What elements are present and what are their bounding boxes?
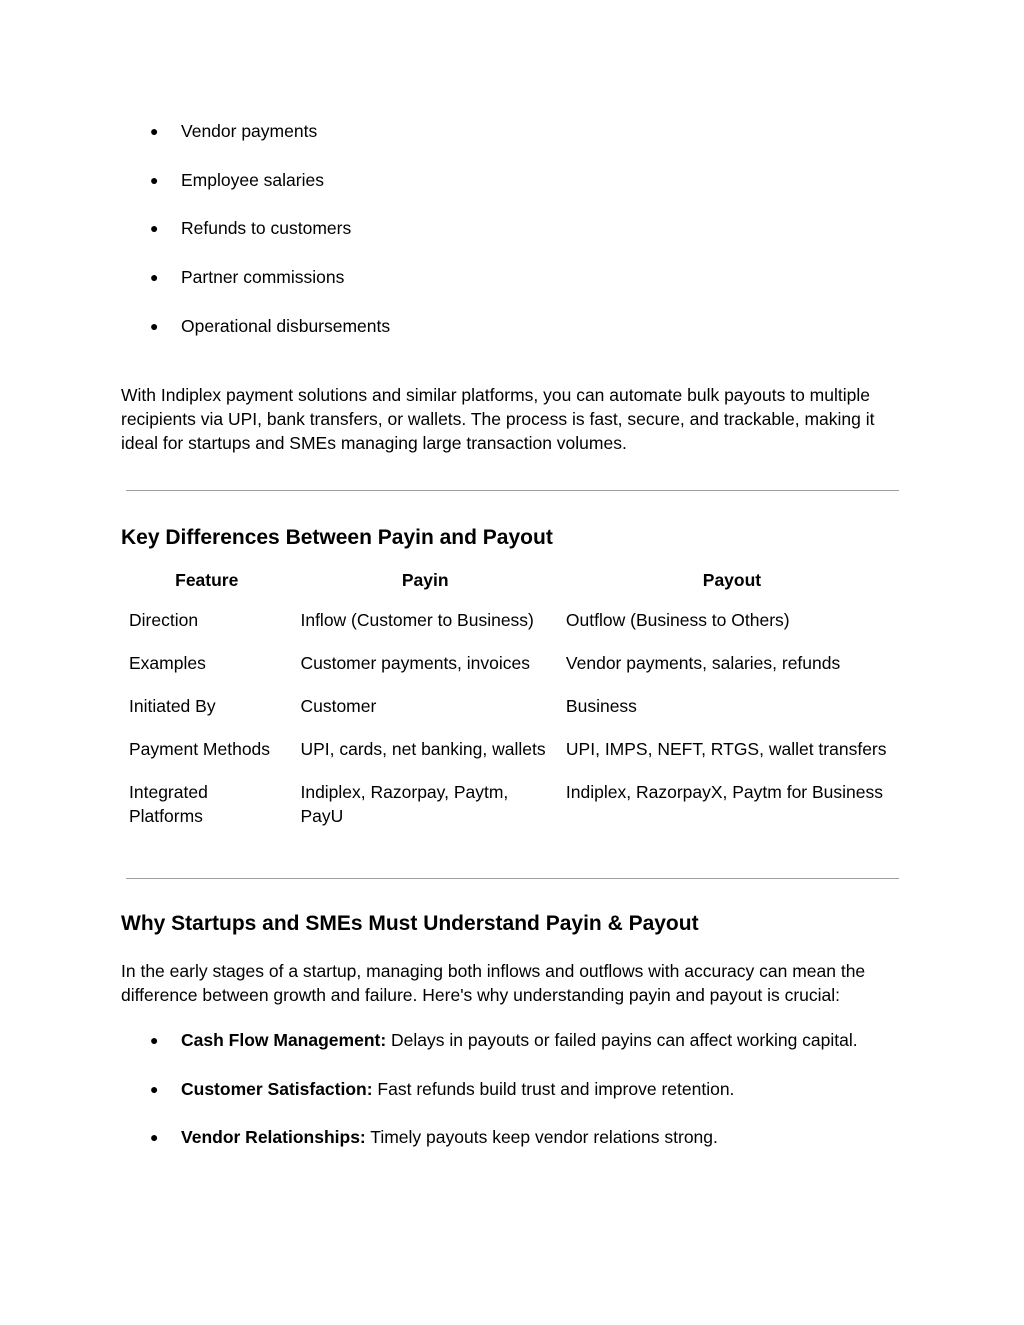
bullet-icon: ● — [150, 220, 159, 237]
intro-paragraph: With Indiplex payment solutions and similar platforms, you can automate bulk payouts to multiple recipients via UPI, bank transfers, or wallets. The process is fast, secure, and trackable, making it ideal for startups and SMEs managing large transaction volumes. — [121, 385, 875, 453]
table-row — [121, 651, 906, 694]
table-cell: Payment Methods — [129, 739, 271, 759]
table-cell: Indiplex, RazorpayX, Paytm for Business — [565, 782, 884, 802]
table-row — [121, 737, 906, 780]
payout-uses-list — [121, 119, 390, 362]
table-header-row — [121, 567, 906, 608]
horizontal-divider — [126, 490, 899, 491]
list-item-text: Fast refunds build trust and improve retention. — [372, 1078, 735, 1099]
bullet-icon: ● — [150, 269, 159, 286]
bullet-icon: ● — [150, 1129, 159, 1146]
table-cell: Customer payments, invoices — [300, 653, 531, 673]
list-item: ● Refunds to customers — [150, 218, 352, 239]
table-cell: Vendor payments, salaries, refunds — [565, 653, 841, 673]
list-item — [121, 1077, 858, 1101]
bullet-icon: ● — [150, 1080, 159, 1097]
list-item: ● Vendor payments — [150, 121, 318, 141]
list-item-text: Timely payouts keep vendor relations strong. — [365, 1127, 718, 1148]
table-cell: Outflow (Business to Others) — [565, 610, 790, 630]
table-cell: Examples — [129, 653, 206, 673]
table-cell: Initiated By — [129, 696, 216, 716]
column-header-payin: Payin — [401, 570, 449, 590]
list-item-label: Customer Satisfaction: — [181, 1078, 373, 1099]
column-header-feature: Feature — [175, 570, 239, 590]
table-cell: Indiplex, Razorpay, Paytm, PayU — [300, 782, 509, 826]
reasons-list — [121, 1028, 858, 1174]
why-paragraph: In the early stages of a startup, managing both inflows and outflows with accuracy can mean the difference between growth and failure. Here's why understanding payin and payout is crucial: — [121, 961, 866, 1005]
horizontal-divider — [126, 878, 899, 879]
table-cell: Business — [565, 696, 637, 716]
list-item-label: Vendor Relationships: — [181, 1127, 366, 1148]
list-item — [121, 1125, 858, 1149]
list-item — [121, 1028, 858, 1052]
bullet-icon: ● — [150, 1032, 159, 1048]
list-item: ● Employee salaries — [150, 169, 324, 190]
table-cell: Integrated Platforms — [129, 782, 208, 826]
bullet-icon: ● — [150, 317, 159, 334]
list-item: ● Operational disbursements — [150, 315, 391, 336]
table-cell: Inflow (Customer to Business) — [300, 610, 534, 630]
bullet-icon: ● — [150, 123, 159, 139]
section-heading-differences: Key Differences Between Payin and Payout — [121, 526, 553, 549]
table-cell: Direction — [129, 610, 199, 630]
comparison-table — [121, 567, 906, 847]
list-item: ● Partner commissions — [150, 267, 345, 288]
table-cell: Customer — [300, 696, 377, 716]
bullet-icon: ● — [150, 171, 159, 188]
column-header-payout: Payout — [702, 570, 762, 590]
table-cell: UPI, IMPS, NEFT, RTGS, wallet transfers — [565, 739, 887, 759]
list-item-text: Delays in payouts or failed payins can affect working capital. — [386, 1030, 858, 1050]
list-item-label: Cash Flow Management: — [181, 1030, 387, 1050]
table-row — [121, 780, 906, 847]
table-row — [121, 608, 906, 651]
section-heading-why: Why Startups and SMEs Must Understand Payin & Payout — [121, 912, 699, 935]
table-cell: UPI, cards, net banking, wallets — [300, 739, 546, 759]
table-row — [121, 694, 906, 737]
